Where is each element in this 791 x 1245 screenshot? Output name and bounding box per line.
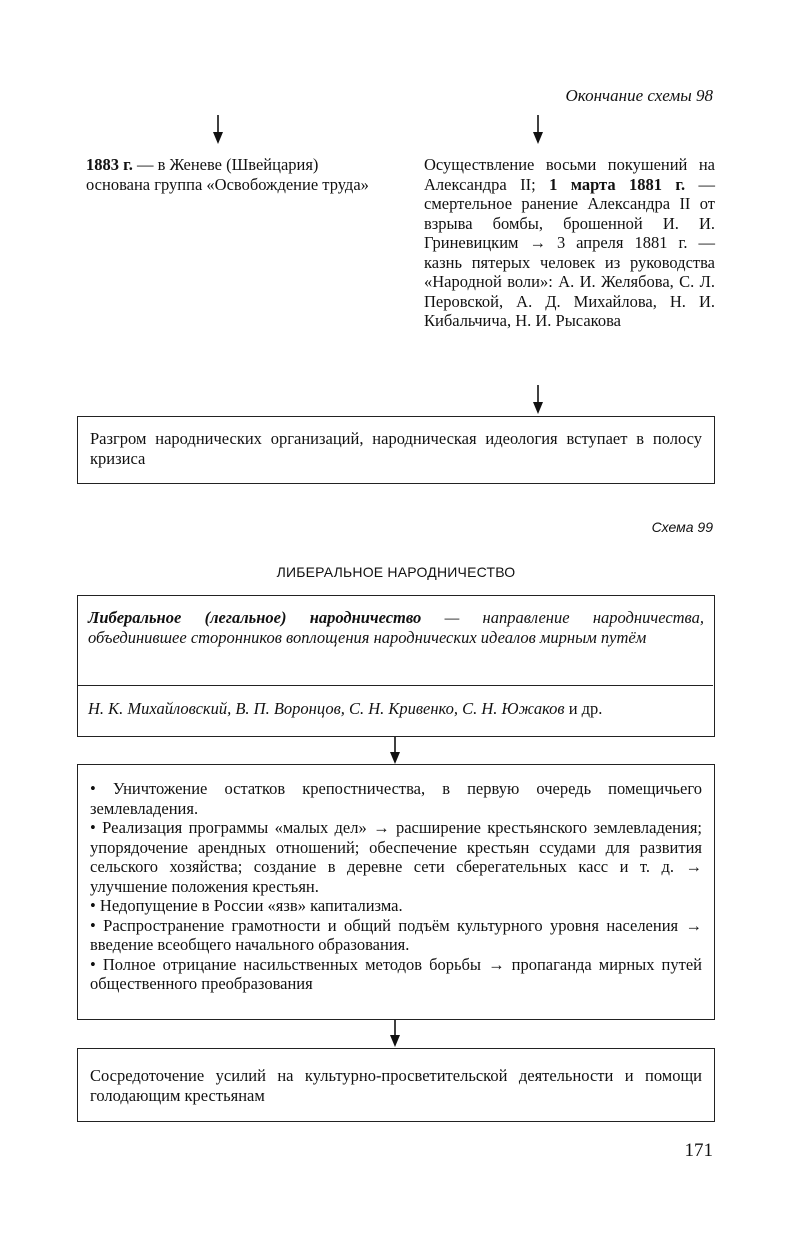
scheme99-result-text: Сосредоточение усилий на культурно-просветительской деятельности и помощи голодающим крестьянам <box>90 1066 702 1105</box>
box-divider <box>78 685 713 686</box>
arrow-down-icon <box>532 385 544 415</box>
page-number: 171 <box>684 1140 713 1161</box>
people-names: Н. К. Михайловский, В. П. Воронцов, С. Н. Кривенко, С. Н. Южаков <box>88 699 565 718</box>
arrow-down-icon <box>389 737 401 765</box>
program-item-2: • Реализация программы «малых дел» → расширение крестьянского землевладения; упорядочение арендных отношений; обеспечение крестьян ссудами для развития сельского хозяйства; создание в деревне сети сберегательных касс и т. д. → улучшение положения крестьян. <box>90 818 702 896</box>
definition-text <box>88 608 704 647</box>
left-text: — в Женеве (Швейцария) основана группа «Освобождение труда» <box>86 155 369 194</box>
definition-box <box>77 595 715 737</box>
scheme98-caption: Окончание схемы 98 <box>565 86 713 105</box>
definition-body: — направление народничества, объединившее сторонников воплощения народнических идеалов мирным путём <box>88 608 704 647</box>
scheme98-left-block <box>86 155 376 194</box>
program-item-5: • Полное отрицание насильственных методов борьбы → пропаганда мирных путей общественного преобразования <box>90 954 702 993</box>
people-suffix: и др. <box>564 699 603 718</box>
program-box <box>77 764 715 1020</box>
program-item-4: • Распространение грамотности и общий подъём культурного уровня населения → введение всеобщего начального образования. <box>90 915 702 954</box>
people-list <box>88 699 708 719</box>
scheme99-caption: Схема 99 <box>651 519 713 535</box>
right-part1: Осуществление восьми покушений на Александра II; <box>424 155 715 194</box>
definition-term: Либеральное (легальное) народничество <box>88 608 422 627</box>
year-1883: 1883 г. <box>86 155 133 174</box>
arrow-down-icon <box>532 115 544 145</box>
arrow-down-icon <box>212 115 224 145</box>
arrow-down-icon <box>389 1020 401 1048</box>
program-item-3: • Недопущение в России «язв» капитализма. <box>90 896 403 915</box>
scheme98-right-block <box>424 155 715 331</box>
program-item-1: • Уничтожение остатков крепостничества, в первую очередь помещичьего землевладения. <box>90 779 702 818</box>
right-part2: — смертельное ранение Александра II от взрыва бомбы, брошенной И. И. Гриневицким → 3 апреля 1881 г. — казнь пятерых человек из руководства «Народной воли»: А. И. Желябова, С. Л. Перовской, А. Д. Михайлова, Н. И. Кибальчича, Н. И. Рысакова <box>424 174 715 330</box>
scheme99-result-box <box>77 1048 715 1122</box>
date-1-march-1881: 1 марта 1881 г. <box>549 174 686 194</box>
scheme98-result-text: Разгром народнических организаций, народническая идеология вступает в полосу кризиса <box>90 429 702 468</box>
scheme99-title: ЛИБЕРАЛЬНОЕ НАРОДНИЧЕСТВО <box>276 564 516 580</box>
scheme98-result-box <box>77 416 715 484</box>
